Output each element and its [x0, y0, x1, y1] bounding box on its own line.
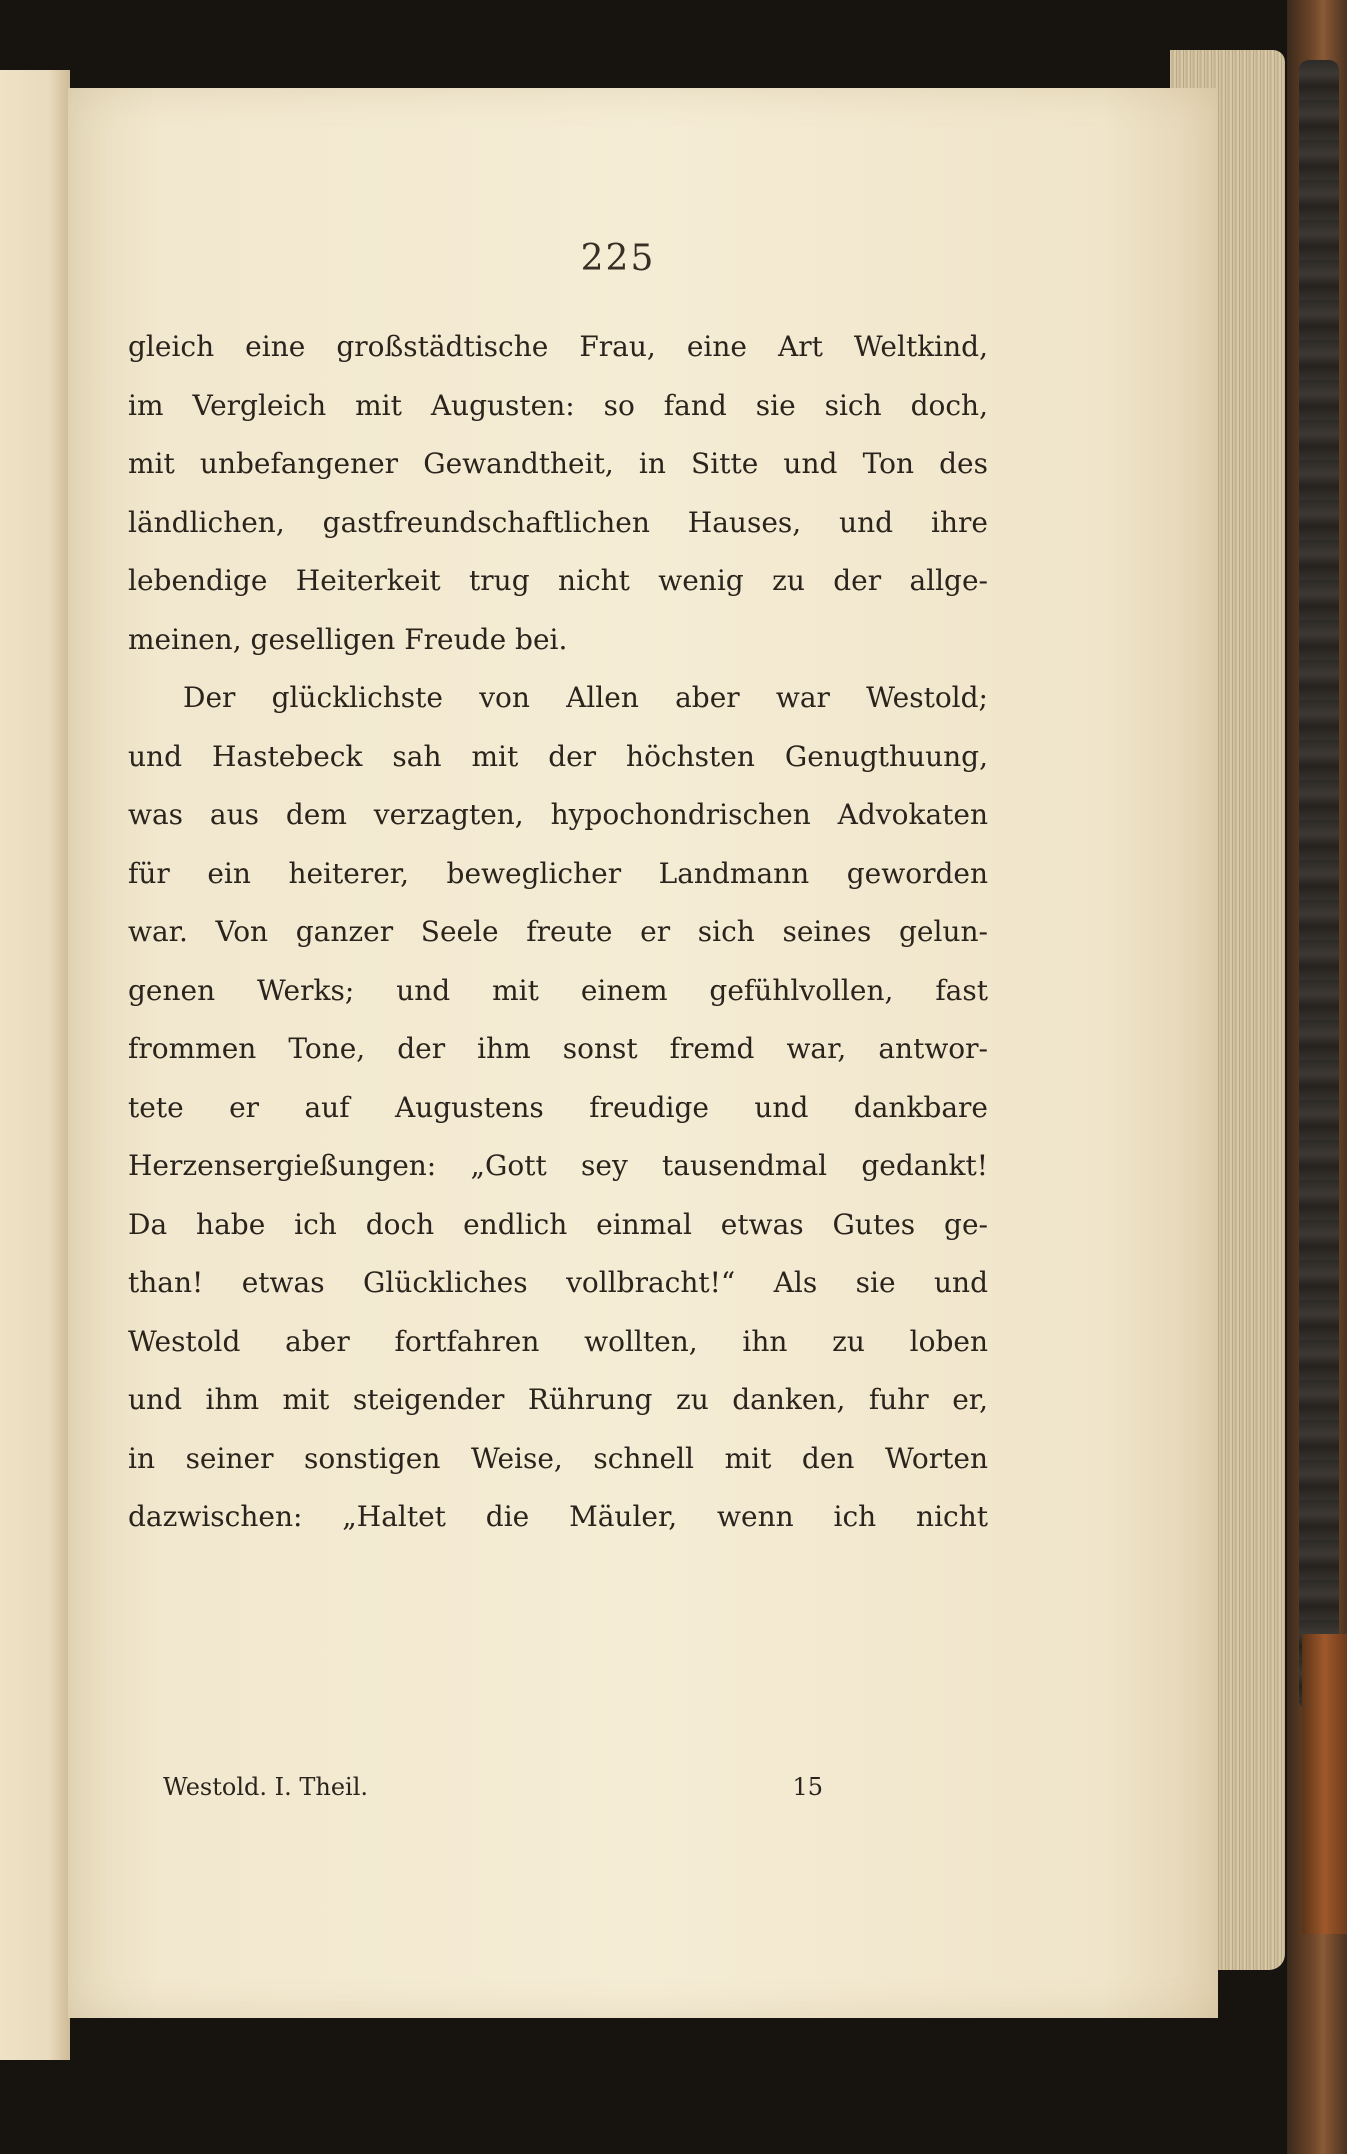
text-line: was aus dem verzagten, hypochondrischen Advokaten	[128, 798, 988, 831]
text-line: im Vergleich mit Augusten: so fand sie sich doch,	[128, 388, 988, 422]
text-line: ländlichen, gastfreundschaftlichen Hauses, und ihre	[128, 505, 988, 539]
text-line: meinen, geselligen Freude bei.	[128, 622, 568, 656]
cover-marbling	[1299, 60, 1339, 1710]
text-line: frommen Tone, der ihm sonst fremd war, antwor-	[128, 1032, 988, 1065]
text-line: Der glücklichste von Allen aber war Westold;	[183, 681, 988, 714]
sheet-mark: 15	[792, 1773, 823, 1801]
text-line: und Hastebeck sah mit der höchsten Genugthuung,	[128, 739, 988, 773]
page-number: 225	[580, 238, 656, 279]
text-line: Westold aber fortfahren wollten, ihn zu loben	[128, 1324, 988, 1358]
text-line: lebendige Heiterkeit trug nicht wenig zu der allge-	[128, 564, 988, 597]
book-cover	[1287, 0, 1347, 2154]
text-line: Herzensergießungen: „Gott sey tausendmal gedankt!	[128, 1149, 988, 1182]
text-line: und ihm mit steigender Rührung zu danken, fuhr er,	[128, 1383, 988, 1416]
text-line: tete er auf Augustens freudige und dankbare	[128, 1090, 988, 1124]
text-line: mit unbefangener Gewandtheit, in Sitte und Ton des	[128, 447, 988, 480]
book-page	[68, 88, 1218, 2018]
text-line: than! etwas Glückliches vollbracht!“ Als sie und	[128, 1266, 988, 1299]
text-line: Da habe ich doch endlich einmal etwas Gutes ge-	[128, 1207, 988, 1241]
text-line: dazwischen: „Haltet die Mäuler, wenn ich nicht	[128, 1500, 988, 1533]
text-line: genen Werks; und mit einem gefühlvollen, fast	[128, 973, 988, 1007]
text-line: gleich eine großstädtische Frau, eine Art Weltkind,	[128, 330, 988, 363]
text-line: war. Von ganzer Seele freute er sich seines gelun-	[128, 915, 988, 948]
cover-leather-corner	[1302, 1634, 1347, 1934]
text-line: in seiner sonstigen Weise, schnell mit den Worten	[128, 1441, 988, 1475]
previous-page-edge	[0, 70, 70, 2060]
body-text	[128, 318, 988, 1547]
text-line: für ein heiterer, beweglicher Landmann geworden	[128, 856, 988, 890]
signature-line: Westold. I. Theil.	[163, 1773, 369, 1801]
